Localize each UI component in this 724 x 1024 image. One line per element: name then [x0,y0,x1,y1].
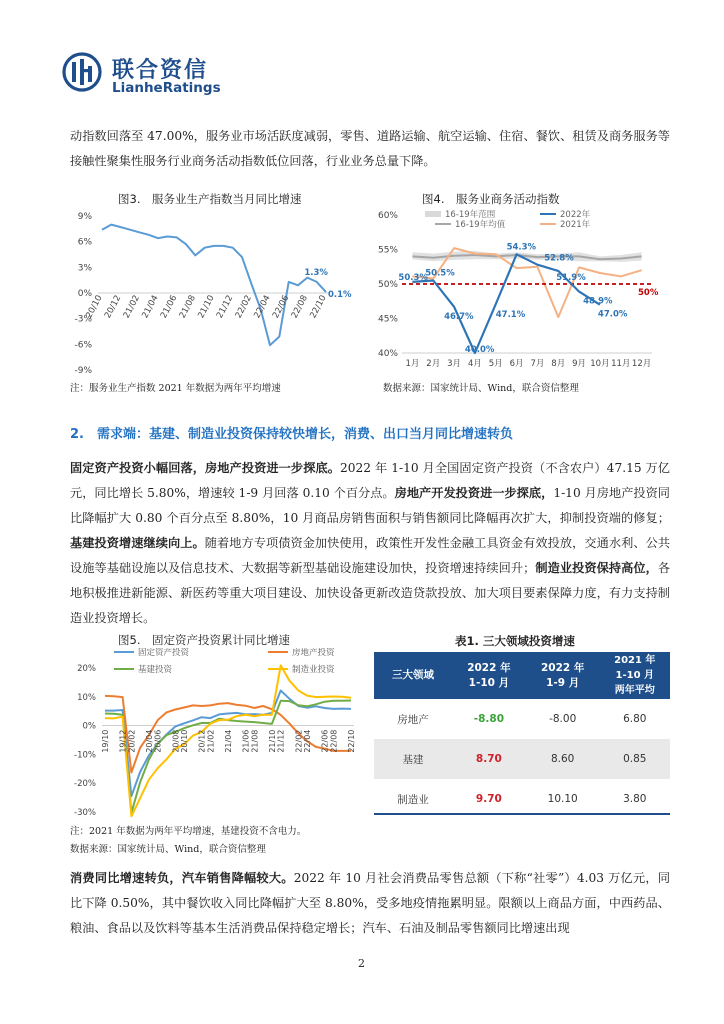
x-tick-label: 21/04 [140,293,161,321]
x-tick-label: 22/04 [252,293,273,321]
lianhe-logo-icon [62,52,102,92]
x-tick-label: 21/02 [121,293,142,321]
figure5-note1: 注：2021 年数据为两年平均增速，基建投资不含电力。 [70,826,307,837]
section-2-title: 2. 需求端：基建、制造业投资保持较快增长，消费、出口当月同比增速转负 [70,427,513,442]
x-tick-label: 21/04 [224,729,233,753]
data-label: 50% [638,288,659,298]
table-cell: 房地产 [397,713,429,726]
data-label: 51.9% [556,272,586,283]
table-cell: 3.80 [623,793,647,805]
x-tick-label: 22/04 [303,729,313,753]
x-tick-label: 5月 [488,359,503,369]
y-tick-label: 45% [377,314,398,325]
table-cell: -8.00 [549,713,577,725]
y-tick-label: 55% [377,245,398,256]
x-tick-label: 9月 [572,359,587,369]
data-label: 48.9% [583,296,613,307]
data-label: 0.1% [328,290,352,301]
data-label: 52.8% [544,253,574,264]
table1 [374,652,670,819]
x-tick-label: 21/08 [250,729,260,753]
x-tick-label: 22/06 [270,293,292,321]
y-tick-label: -20% [74,779,96,790]
y-tick-label: 0% [77,289,92,299]
x-tick-label: 21/06 [158,293,180,321]
y-tick-label: 40% [377,349,398,359]
y-tick-label: -3% [74,314,92,325]
x-tick-label: 21/10 [267,729,277,753]
inv-s2: 1-10 月房地产投资同比降幅扩大 0.80 个百分点至 8.80%，10 月商品房销售面积与销售额同比降幅再次扩大，抑制投资端的修复； [70,486,670,525]
table-row [374,739,670,779]
table-cell: 8.70 [452,739,526,779]
cons-s1-bold: 消费同比增速转负，汽车销售降幅较大。 [70,871,294,885]
figure4-chart [370,205,662,375]
legend-label: 基建投资 [138,665,173,675]
x-tick-label: 10月 [590,359,610,369]
table-cell: 基建 [374,739,452,779]
x-tick-label: 19/10 [101,729,110,753]
intro-paragraph [70,124,670,174]
table1-header: 2021 年 1-10 月 两年平均 [600,652,670,699]
x-tick-label: 22/10 [347,729,356,753]
table1-title: 表1. 三大领域投资增速 [455,634,575,648]
figure5-note2: 数据来源：国家统计局、Wind，联合资信整理 [70,844,266,855]
legend-label: 2022年 [560,210,591,220]
table-cell: 8.60 [526,739,600,779]
x-tick-label: 21/10 [196,293,217,321]
data-label: 50.5% [425,268,455,279]
x-tick-label: 20/04 [144,729,154,753]
x-tick-label: 20/12 [197,729,207,753]
y-tick-label: 60% [377,211,398,221]
figure5-title: 图5. 固定资产投资累计同比增速 [118,633,290,647]
y-tick-label: 6% [77,237,92,248]
x-tick-label: 22/02 [294,729,304,753]
x-tick-label: 22/10 [308,293,329,321]
x-tick-label: 7月 [530,359,545,369]
data-label: 40.0% [464,345,495,355]
y-tick-label: 0% [82,721,96,732]
x-tick-label: 22/08 [289,293,310,321]
data-label: 50.3% [398,272,428,283]
x-tick-label: 20/02 [127,729,137,753]
x-tick-label: 3月 [447,359,462,369]
page-number: 2 [358,957,365,970]
table1-header: 三大领域 [374,652,452,699]
table-cell: 制造业 [397,793,429,806]
table1-header: 2022 年 1-10 月 [452,652,526,699]
x-tick-label: 21/02 [206,729,216,753]
x-tick-label: 20/12 [102,293,124,321]
inv-s4: 各地积极推进新能源、新医药等重大项目建设、加快设备更新改造贷款投放、加大项目要素保障力度，有力支持制造业投资增长。 [70,561,671,625]
investment-paragraph [70,456,670,631]
y-tick-label: -9% [74,366,92,376]
figure3-note: 注：服务业生产指数 2021 年数据为两年平均增速 [70,383,281,394]
table1-header-row [374,652,670,699]
inv-s1: 2022 年 1-10 月全国固定资产投资（不含农户）47.15 万亿元，同比增长 5.80%，增速较 1-9 月回落 0.10 个百分点。 [70,461,670,500]
y-tick-label: 3% [77,263,92,274]
y-tick-label: 9% [77,212,92,222]
x-tick-label: 20/10 [180,729,190,753]
x-tick-label: 2月 [426,359,441,369]
data-label: 46.7% [444,311,474,322]
table1-header: 2022 年 1-9 月 [526,652,600,699]
x-tick-label: 20/08 [171,729,181,753]
legend-label: 16-19年范围 [445,210,496,220]
cons-s1: 2022 年 10 月社会消费品零售总额（下称“社零”）4.03 万亿元，同比下降 0.50%，其中餐饮收入同比降幅扩大至 8.80%，受多地疫情拖累明显。限额以上商品方面，中西药品、粮油、食品以及饮料等基本生活消费品保持稳定增长；汽车、石油及制品零售额同比增速出现 [70,871,671,935]
x-tick-label: 22/02 [233,293,254,321]
inv-s2-bold: 房地产开发投资进一步探底， [394,486,554,500]
legend-label: 固定资产投资 [138,648,190,658]
figure4-source: 数据来源：国家统计局、Wind，联合资信整理 [383,383,579,394]
x-tick-label: 20/10 [84,293,105,321]
y-tick-label: -6% [74,340,92,351]
y-tick-label: -10% [74,750,96,761]
inv-s1-bold: 固定资产投资小幅回落，房地产投资进一步探底。 [70,461,341,475]
inv-s3-bold: 基建投资增速继续向上。 [70,536,205,550]
logo-cn: 联合资信 [112,58,209,83]
x-tick-label: 21/08 [177,293,198,321]
y-tick-label: 10% [77,692,96,703]
x-tick-label: 21/06 [241,729,251,753]
data-label: 54.3% [506,242,537,253]
table-cell: 6.80 [623,713,647,725]
table-cell: 0.85 [600,739,670,779]
figure5-chart [68,648,360,818]
data-label: 47.0% [597,309,628,320]
consumption-paragraph [70,866,670,941]
legend-label: 制造业投资 [292,665,335,675]
table-cell: 9.70 [475,793,502,805]
x-tick-label: 1月 [405,359,420,369]
x-tick-label: 4月 [467,359,482,369]
figure4-title: 图4. 服务业商务活动指数 [422,192,560,206]
x-tick-label: 11月 [611,359,631,369]
figure3-title: 图3. 服务业生产指数当月同比增速 [118,192,302,206]
data-label: 47.1% [495,310,526,321]
data-label: 1.3% [304,267,328,278]
x-tick-label: 6月 [509,359,524,369]
x-tick-label: 21/12 [276,729,286,753]
legend-label: 2021年 [560,220,591,230]
y-tick-label: -30% [74,808,96,818]
x-tick-label: 22/06 [320,729,330,753]
table-cell: -8.80 [473,713,505,725]
inv-s3: 随着地方专项债资金加快使用，政策性开发性金融工具资金有效投放，交通水利、公共设施等基础设施以及信息技术、大数据等新型基础设施建设加快，投资增速持续回升； [70,536,671,575]
table-row [374,699,670,739]
x-tick-label: 21/12 [214,293,236,321]
x-tick-label: 22/08 [329,729,339,753]
y-tick-label: 20% [77,664,96,674]
series-line [102,225,329,346]
table1-bottom-rule [374,813,670,815]
x-tick-label: 8月 [551,359,566,369]
table-cell: 10.10 [547,793,578,805]
legend-label: 16-19年均值 [455,220,506,230]
inv-s4-bold: 制造业投资保持高位， [535,561,658,575]
logo-en: LianheRatings [112,80,221,96]
x-tick-label: 20/06 [153,729,163,753]
legend-label: 房地产投资 [292,648,335,658]
x-tick-label: 12月 [631,359,652,369]
x-tick-label: 19/12 [118,729,128,753]
figure3-chart [68,206,358,378]
logo [62,52,102,92]
intro-text: 动指数回落至 47.00%，服务业市场活跃度减弱，零售、道路运输、航空运输、住宿、餐饮、租赁及商务服务等接触性聚集性服务行业商务活动指数低位回落，行业业务总量下降。 [70,129,670,168]
y-tick-label: 50% [377,280,398,290]
